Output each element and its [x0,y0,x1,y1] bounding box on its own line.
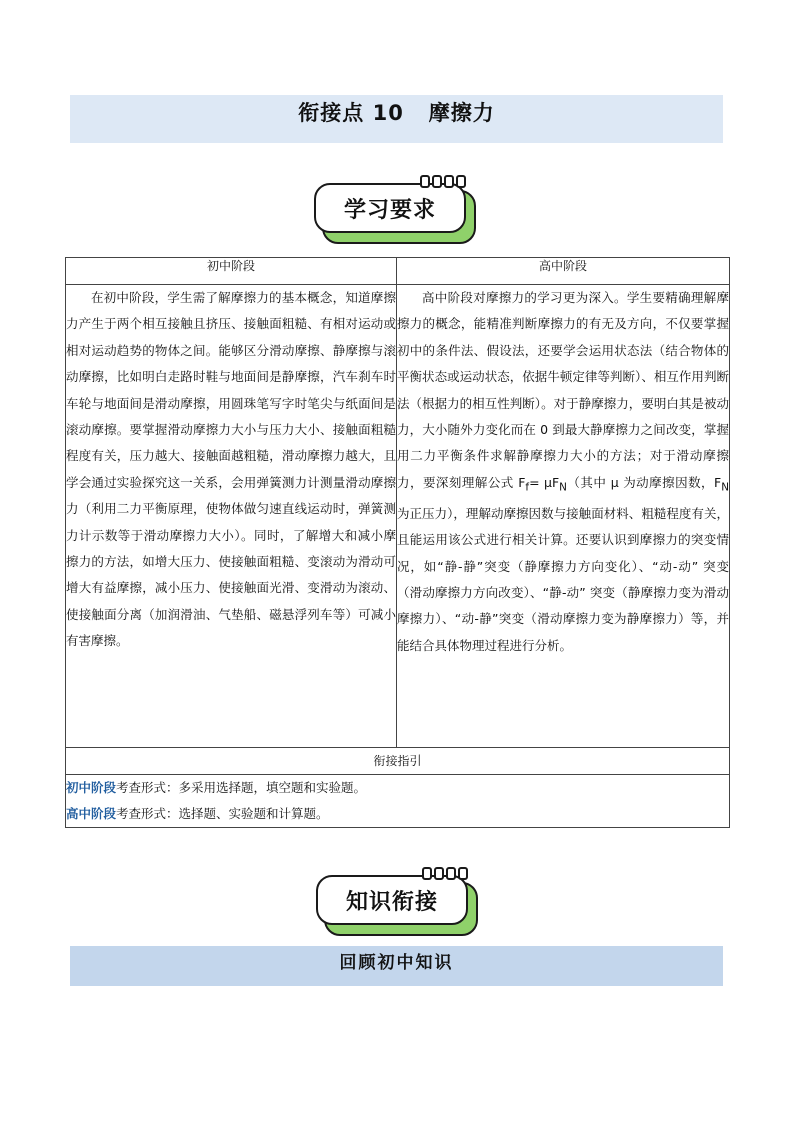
formula-sub-f: f [525,481,530,494]
guide-stage-senior: 高中阶段 [66,806,117,821]
requirements-table [65,257,730,828]
junior-cell [66,285,397,748]
formula-eq: = μF [529,474,560,490]
junior-text: 在初中阶段，学生需了解摩擦力的基本概念，知道摩擦力产生于两个相互接触且挤压、接触面粗糙、有相对运动或相对运动趋势的物体之间。能够区分滑动摩擦、静摩擦与滚动摩擦，比如明白走路时鞋与地面间是静摩擦，汽车刹车时车轮与地面间是滑动摩擦，用圆珠笔写字时笔尖与纸面间是滚动摩擦。要掌握滑动摩擦力大小与压力大小、接触面粗糙程度有关，压力越大、接触面越粗糙，滑动摩擦力越大，且学会通过实验探究这一关系，会用弹簧测力计测量滑动摩擦力（利用二力平衡原理，使物体做匀速直线运动时，弹簧测力计示数等于滑动摩擦力大小）。同时，了解增大和减小摩擦力的方法，如增大压力、使接触面粗糙、变滚动为滑动可增大有益摩擦，减小压力、使接触面光滑、变滑动为滚动、使接触面分离（加润滑油、气垫船、磁悬浮列车等）可减小有害摩擦。 [66,290,396,649]
review-title: 回顾初中知识 [339,952,454,973]
col-header-junior: 初中阶段 [66,258,397,285]
formula-sub-n: N [559,481,567,494]
binder-rings-icon [420,175,466,188]
senior-text-part1: 高中阶段对摩擦力的学习更为深入。学生要精确理解摩擦力的概念，能精准判断摩擦力的有无及方向，不仅要掌握初中的条件法、假设法，还要学会运用状态法（结合物体的平衡状态或运动状态，依据牛顿定律等判断）、相互作用判断法（根据力的相互性判断）。对于静摩擦力，要明白其是被动力，大小随外力变化而在 0 到最大静摩擦力之间改变，掌握用二力平衡条件求解静摩擦力大小的方法；对于滑动摩擦力，要深刻理解公式 F [397,290,729,490]
study-requirements-badge [314,181,476,243]
senior-text-part2: 为正压力），理解动摩擦因数与接触面材料、粗糙程度有关，且能运用该公式进行相关计算。还要认识到摩擦力的突变情况，如“静-静”突变（静摩擦力方向变化）、“动-动” 突变（滑动摩擦力方向改变）、“静-动” 突变（静摩擦力变为滑动摩擦力）、“动-静”突变（滑动摩擦力变为静摩擦力）等，并能结合具体物理过程进行分析。 [397,505,729,653]
senior-cell [397,285,730,748]
guide-header: 衔接指引 [66,748,730,775]
knowledge-bridge-badge [316,873,478,935]
guide-body [66,775,730,828]
badge-label: 知识衔接 [316,875,468,925]
col-header-senior: 高中阶段 [397,258,730,285]
formula-sub-n2: N [721,481,730,494]
guide-stage-junior: 初中阶段 [66,780,117,795]
guide-line-senior [66,801,729,827]
binder-rings-icon [422,867,468,880]
guide-text-junior: 考查形式：多采用选择题，填空题和实验题。 [116,780,367,795]
guide-text-senior: 考查形式：选择题、实验题和计算题。 [116,806,329,821]
title-banner [70,95,723,143]
senior-text [397,285,729,659]
badge-label: 学习要求 [314,183,466,233]
formula-mid: （其中 μ 为动摩擦因数，F [566,474,722,490]
guide-line-junior [66,775,729,801]
page-title: 衔接点 10 摩擦力 [298,101,495,125]
review-banner [70,946,723,986]
